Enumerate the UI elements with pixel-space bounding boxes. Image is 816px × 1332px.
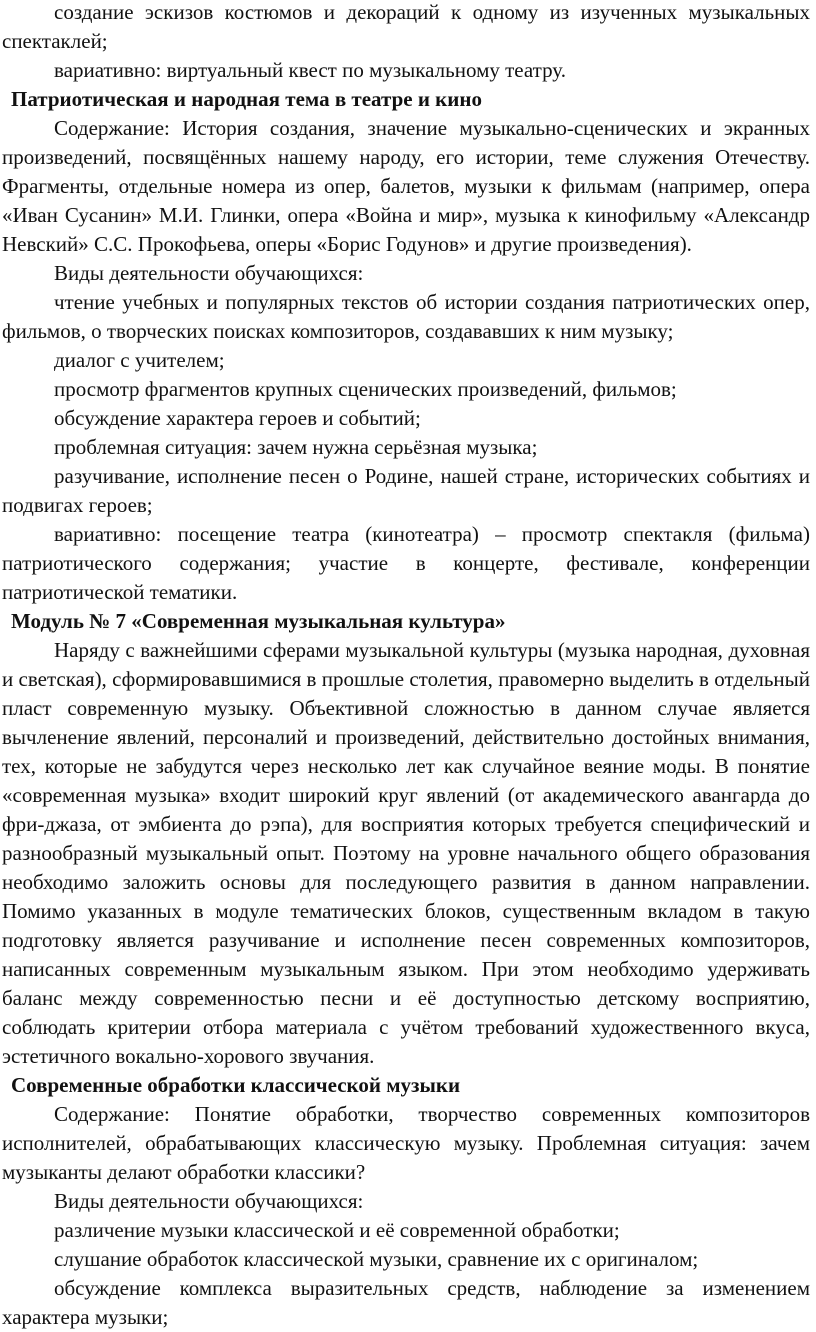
activities-label-2: Виды деятельности обучающихся: — [54, 1189, 364, 1213]
activity-listening: слушание обработок классической музыки, сравнение их с оригиналом; — [54, 1247, 699, 1271]
arrangements-content-paragraph: Содержание: Понятие обработки, творчество современных композиторов исполнителей, обрабатывающих классическую музыку. Проблемная ситуация: зачем музыканты делают обработки классики? — [2, 1102, 810, 1184]
activity-virtual-quest: вариативно: виртуальный квест по музыкальному театру. — [54, 58, 566, 82]
section-heading-patriotic-theme: Патриотическая и народная тема в театре и кино — [11, 87, 482, 111]
activities-label: Виды деятельности обучающихся: — [54, 261, 364, 285]
activity-discussion: обсуждение характера героев и событий; — [54, 406, 421, 430]
activity-songs: разучивание, исполнение песен о Родине, нашей стране, исторических событиях и подвигах героев; — [2, 464, 810, 517]
activity-costume-sketches: создание эскизов костюмов и декораций к одному из изученных музыкальных спектаклей; — [2, 0, 810, 53]
activity-problem-situation: проблемная ситуация: зачем нужна серьёзная музыка; — [54, 435, 538, 459]
section-heading-classical-arrangements: Современные обработки классической музыки — [11, 1073, 461, 1097]
module-7-intro-paragraph: Наряду с важнейшими сферами музыкальной культуры (музыка народная, духовная и светская), сформировавшимися в прошлые столетия, правомерно выделить в отдельный пласт современную музыку. Объективной сложностью в данном случае является вычленение явлений, персоналий и произведений, действительно достойных внимания, тех, которые не забудутся через несколько лет как случайное веяние моды. В понятие «современная музыка» входит широкий круг явлений (от академического авангарда до фри-джаза, от эмбиента до рэпа), для восприятия которых требуется специфический и разнообразный музыкальный опыт. Поэтому на уровне начального общего образования необходимо заложить основы для последующего развития в данном направлении. Помимо указанных в модуле тематических блоков, существенным вкладом в такую подготовку является разучивание и исполнение песен современных композиторов, написанных современным музыкальным языком. При этом необходимо удерживать баланс между современностью песни и её доступностью детскому восприятию, соблюдать критерии отбора материала с учётом требований художественного вкуса, эстетичного вокально-хорового звучания. — [2, 638, 810, 1068]
activity-expressive-means: обсуждение комплекса выразительных средств, наблюдение за изменением характера музыки; — [2, 1276, 810, 1329]
activity-reading: чтение учебных и популярных текстов об истории создания патриотических опер, фильмов, о творческих поисках композиторов, создававших к ним музыку; — [2, 290, 810, 343]
activity-viewing: просмотр фрагментов крупных сценических произведений, фильмов; — [54, 377, 677, 401]
patriotic-content-paragraph: Содержание: История создания, значение музыкально-сценических и экранных произведений, посвящённых нашему народу, его истории, теме служения Отечеству. Фрагменты, отдельные номера из опер, балетов, музыки к фильмам (например, опера «Иван Сусанин» М.И. Глинки, опера «Война и мир», музыка к кинофильму «Александр Невский» С.С. Прокофьева, оперы «Борис Годунов» и другие произведения). — [2, 116, 810, 256]
activity-theatre-visit: вариативно: посещение театра (кинотеатра) – просмотр спектакля (фильма) патриотического содержания; участие в концерте, фестивале, конференции патриотической тематики. — [2, 522, 810, 604]
module-7-heading: Модуль № 7 «Современная музыкальная культура» — [11, 609, 506, 633]
activity-dialog: диалог с учителем; — [54, 348, 225, 372]
activity-distinguishing: различение музыки классической и её современной обработки; — [54, 1218, 620, 1242]
